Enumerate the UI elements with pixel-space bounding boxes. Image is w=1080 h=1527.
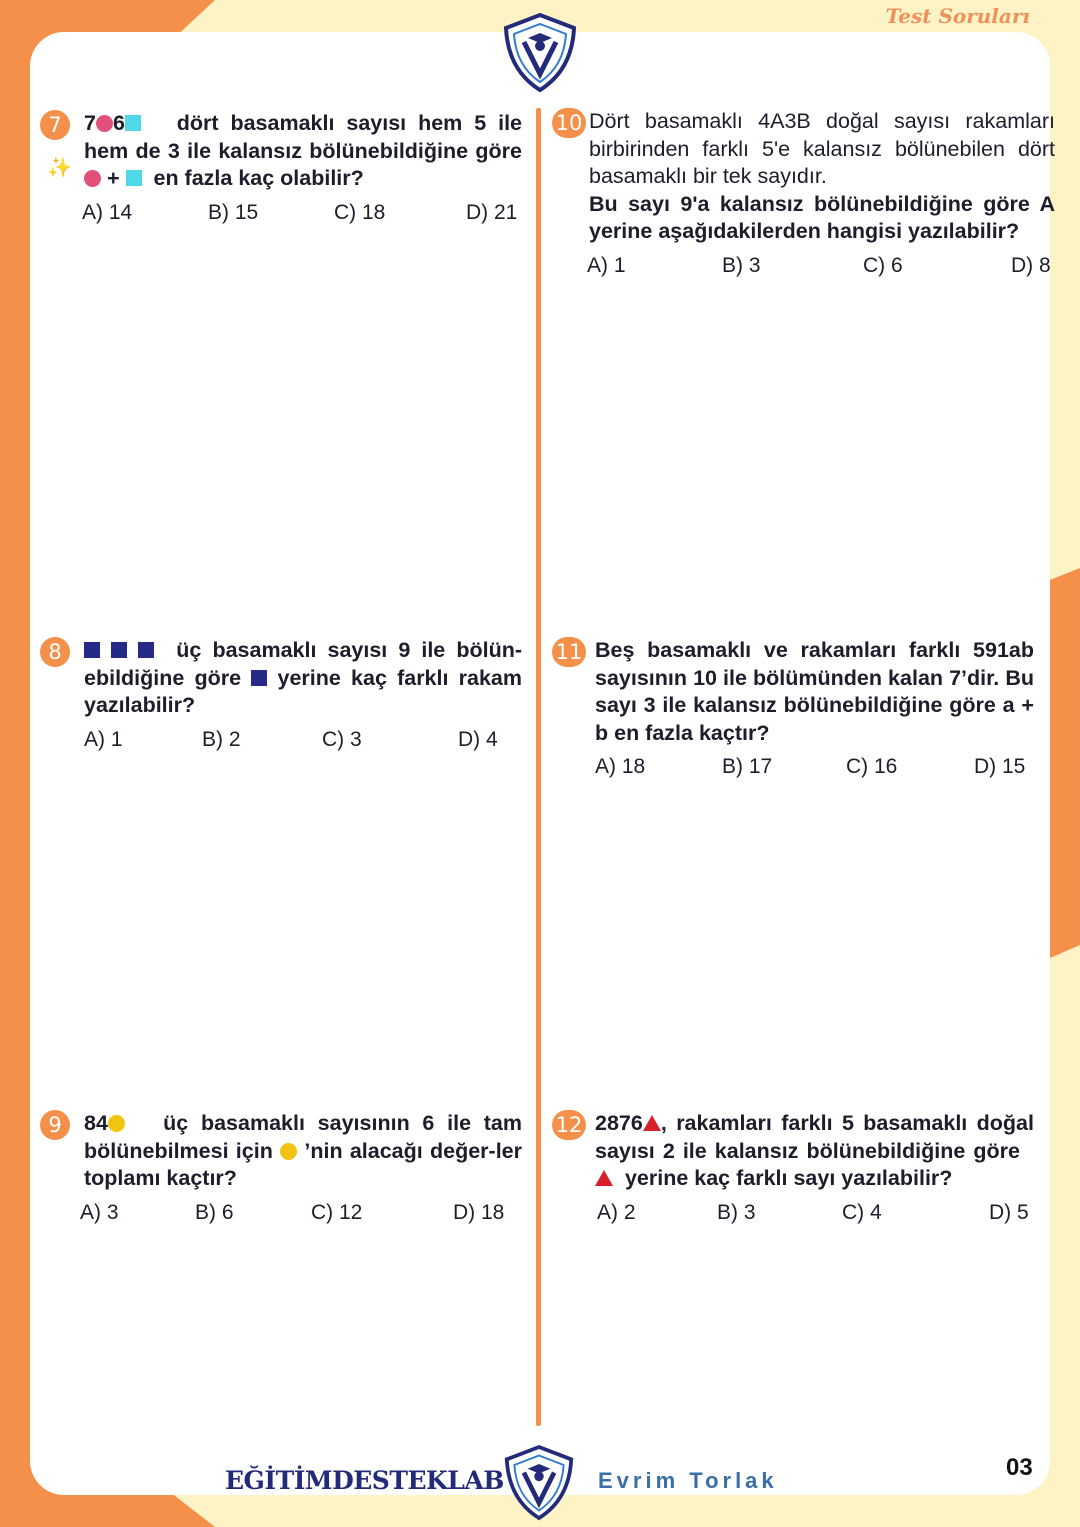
question-number: 11: [552, 637, 586, 667]
answer-options: [595, 1201, 1034, 1229]
option-b[interactable]: B) 15: [208, 200, 259, 224]
navy-square-icon: [138, 642, 154, 658]
question-text: 84 üç basamaklı sayısının 6 ile tam bölünebilmesi için ’nin alacağı değer-ler toplamı kaçtır?: [84, 1111, 523, 1190]
question-10: [552, 108, 1055, 282]
option-c[interactable]: C) 6: [863, 253, 903, 277]
answer-options: [84, 728, 522, 756]
option-d[interactable]: D) 18: [453, 1200, 505, 1224]
question-number: 9: [40, 1110, 70, 1140]
column-divider: [536, 108, 541, 1426]
cyan-square-icon: [126, 170, 142, 186]
navy-square-icon: [251, 670, 267, 686]
option-d[interactable]: D) 4: [458, 727, 498, 751]
option-c[interactable]: C) 4: [842, 1200, 882, 1224]
yellow-circle-icon: [280, 1143, 297, 1160]
question-7: [40, 110, 522, 229]
option-d[interactable]: D) 15: [974, 755, 1026, 778]
option-b[interactable]: B) 3: [717, 1200, 756, 1224]
pink-circle-icon: [84, 170, 101, 187]
question-12: [552, 1110, 1034, 1229]
question-11: [552, 637, 1034, 783]
red-triangle-icon: [643, 1115, 661, 1131]
answer-options: [84, 201, 522, 229]
question-9: [40, 1110, 522, 1229]
question-text-intro: Dört basamaklı 4A3B doğal sayısı rakamları birbirinden farklı 5'e kalansız bölünebilen dört basamaklı bir tek sayıdır.: [589, 109, 1055, 188]
question-text: 2876 , rakamları farklı 5 basamaklı doğal sayısı 2 ile kalansız bölünebildiğine göre yerine kaç farklı sayı yazılabilir?: [595, 1111, 1034, 1190]
question-text: üç basamaklı sayısı 9 ile bölün-ebildiğine göre yerine kaç farklı rakam yazılabilir?: [84, 638, 522, 717]
pink-circle-icon: [96, 115, 113, 132]
option-b[interactable]: B) 17: [722, 755, 773, 778]
option-b[interactable]: B) 3: [722, 253, 761, 277]
option-b[interactable]: B) 2: [202, 727, 241, 751]
option-c[interactable]: C) 3: [322, 727, 362, 751]
answer-options: [595, 755, 1034, 783]
option-d[interactable]: D) 8: [1011, 253, 1051, 277]
shield-logo-icon: [502, 12, 578, 94]
question-number: 10: [552, 108, 586, 138]
question-text: 7 6 dört basamaklı sayısı hem 5 ile hem de 3 ile kalansız bölünebildiğine göre + en fazla kaç olabilir?: [84, 111, 522, 190]
option-a[interactable]: A) 1: [587, 253, 626, 277]
option-c[interactable]: C) 16: [846, 755, 898, 778]
option-d[interactable]: D) 21: [466, 200, 518, 224]
footer-author: Evrim Torlak: [598, 1468, 778, 1493]
question-8: [40, 637, 522, 756]
sparkle-icon: ✨: [47, 157, 72, 179]
cyan-square-icon: [125, 115, 141, 131]
question-number: 8: [40, 637, 70, 667]
option-b[interactable]: B) 6: [195, 1200, 234, 1224]
option-d[interactable]: D) 5: [989, 1200, 1029, 1224]
page-number: 03: [1006, 1454, 1033, 1481]
option-a[interactable]: A) 1: [84, 727, 123, 751]
navy-square-icon: [111, 642, 127, 658]
red-triangle-icon: [595, 1170, 613, 1186]
option-a[interactable]: A) 14: [82, 200, 133, 224]
shield-logo-icon: [503, 1444, 575, 1522]
footer-brand: EĞİTİMDESTEKLAB: [225, 1466, 504, 1495]
question-text: Bu sayı 9'a kalansız bölünebildiğine göre A yerine aşağıdakilerden hangisi yazılabilir?: [589, 191, 1055, 243]
question-number: 7: [40, 110, 70, 140]
option-a[interactable]: A) 18: [595, 755, 646, 778]
option-a[interactable]: A) 2: [597, 1200, 636, 1224]
answer-options: [589, 254, 1055, 282]
answer-options: [80, 1200, 522, 1229]
question-text: Beş basamaklı ve rakamları farklı 591ab sayısının 10 ile bölümünden kalan 7’dir. Bu sayı 3 ile kalansız bölünebildiğine göre a + b en fazla kaçtır?: [595, 638, 1034, 745]
option-a[interactable]: A) 3: [80, 1200, 119, 1224]
header-tag: Test Soruları: [885, 4, 1030, 28]
question-number: 12: [552, 1110, 586, 1140]
navy-square-icon: [84, 642, 100, 658]
option-c[interactable]: C) 18: [334, 200, 386, 224]
option-c[interactable]: C) 12: [311, 1200, 363, 1224]
yellow-circle-icon: [108, 1115, 125, 1132]
